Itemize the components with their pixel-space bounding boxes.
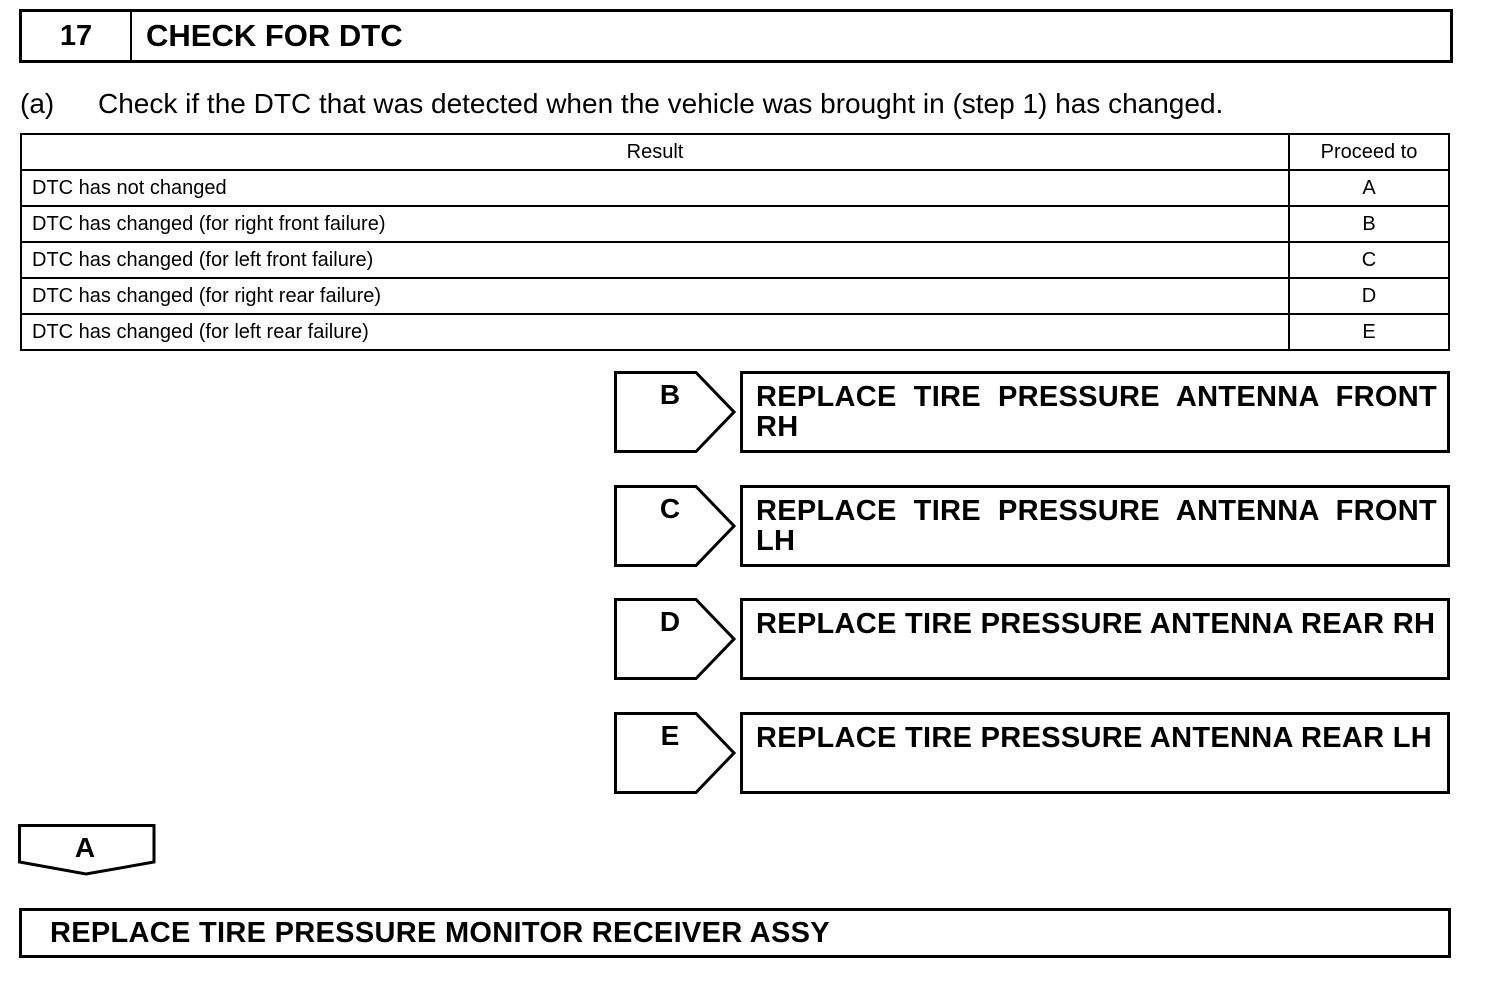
proceed-column-header: Proceed to: [1289, 134, 1449, 170]
branch-tag-letter: C: [659, 493, 681, 524]
result-cell: DTC has not changed: [21, 170, 1289, 206]
table-header-row: [21, 134, 1449, 170]
result-column-header: Result: [21, 134, 1289, 170]
proceed-cell: A: [1289, 170, 1449, 206]
branch-tag-d: [614, 598, 736, 680]
proceed-cell: B: [1289, 206, 1449, 242]
result-cell: DTC has changed (for left front failure): [21, 242, 1289, 278]
instruction: [20, 88, 1223, 120]
branch-tag-letter: B: [659, 379, 681, 410]
branch-action-text: REPLACE TIRE PRESSURE ANTENNA REAR LH: [756, 722, 1433, 754]
branch-d: [614, 598, 1450, 680]
branch-e: [614, 712, 1450, 794]
table-row: [21, 314, 1449, 350]
branch-tag-letter: E: [660, 720, 680, 751]
step-header: [19, 9, 1453, 63]
branch-action-text: REPLACE TIRE PRESSURE ANTENNA FRONT LH: [756, 495, 1437, 557]
result-cell: DTC has changed (for right front failure): [21, 206, 1289, 242]
result-cell: DTC has changed (for left rear failure): [21, 314, 1289, 350]
table-row: [21, 206, 1449, 242]
proceed-cell: E: [1289, 314, 1449, 350]
branch-tag-c: [614, 485, 736, 567]
branch-action-box: [740, 371, 1450, 453]
table-row: [21, 278, 1449, 314]
step-title: CHECK FOR DTC: [146, 18, 403, 53]
proceed-cell: C: [1289, 242, 1449, 278]
branch-tag-e: [614, 712, 736, 794]
final-action-text: REPLACE TIRE PRESSURE MONITOR RECEIVER ASSY: [50, 917, 830, 949]
table-row: [21, 242, 1449, 278]
step-number: 17: [22, 12, 132, 60]
branch-action-box: [740, 485, 1450, 567]
continue-tag-a: [18, 824, 156, 876]
branch-action-text: REPLACE TIRE PRESSURE ANTENNA FRONT RH: [756, 381, 1437, 443]
table-row: [21, 170, 1449, 206]
instruction-label: (a): [20, 88, 55, 119]
proceed-cell: D: [1289, 278, 1449, 314]
continue-tag-letter: A: [74, 832, 96, 863]
branch-action-text: REPLACE TIRE PRESSURE ANTENNA REAR RH: [756, 608, 1436, 640]
branch-action-box: [740, 598, 1450, 680]
branch-action-box: [740, 712, 1450, 794]
result-table: [20, 133, 1450, 351]
branch-b: [614, 371, 1450, 453]
branch-tag-b: [614, 371, 736, 453]
instruction-text: Check if the DTC that was detected when the vehicle was brought in (step 1) has changed.: [98, 88, 1224, 119]
final-action-box: [19, 908, 1451, 958]
branch-c: [614, 485, 1450, 567]
branch-tag-letter: D: [659, 606, 681, 637]
result-cell: DTC has changed (for right rear failure): [21, 278, 1289, 314]
